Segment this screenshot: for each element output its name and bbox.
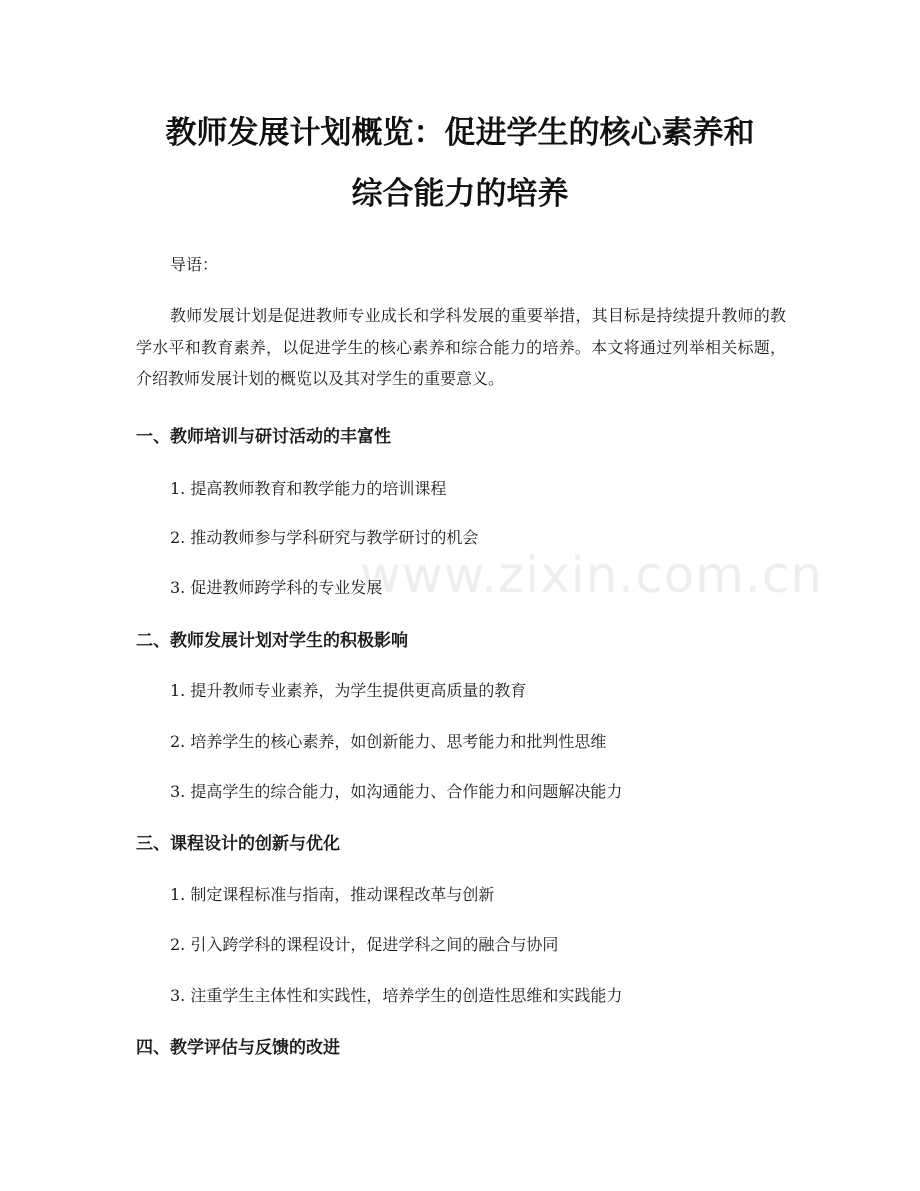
watermark: www.zixin.com.cn: [360, 546, 824, 604]
list-item: 1. 制定课程标准与指南，推动课程改革与创新: [170, 885, 495, 904]
intro-label: 导语：: [170, 255, 219, 274]
list-item: 3. 促进教师跨学科的专业发展: [170, 578, 383, 597]
section-heading-4: 四、教学评估与反馈的改进: [136, 1038, 340, 1058]
list-item: 2. 引入跨学科的课程设计，促进学科之间的融合与协同: [170, 935, 559, 954]
list-item: 3. 提高学生的综合能力，如沟通能力、合作能力和问题解决能力: [170, 782, 623, 801]
section-heading-3: 三、课程设计的创新与优化: [136, 834, 340, 854]
title-line-1: 教师发展计划概览：促进学生的核心素养和: [165, 115, 755, 151]
section-heading-2: 二、教师发展计划对学生的积极影响: [136, 631, 408, 651]
list-item: 1. 提升教师专业素养，为学生提供更高质量的教育: [170, 681, 527, 700]
title-line-2: 综合能力的培养: [351, 176, 569, 212]
list-item: 1. 提高教师教育和教学能力的培训课程: [170, 479, 447, 498]
intro-paragraph: 教师发展计划是促进教师专业成长和学科发展的重要举措，其目标是持续提升教师的教学水平和教育素养，以促进学生的核心素养和综合能力的培养。本文将通过列举相关标题，介绍教师发展计划的概览以及其对学生的重要意义。: [136, 306, 786, 388]
list-item: 2. 推动教师参与学科研究与教学研讨的机会: [170, 528, 479, 547]
list-item: 2. 培养学生的核心素养，如创新能力、思考能力和批判性思维: [170, 732, 607, 751]
list-item: 3. 注重学生主体性和实践性，培养学生的创造性思维和实践能力: [170, 986, 623, 1005]
section-heading-1: 一、教师培训与研讨活动的丰富性: [136, 427, 391, 447]
